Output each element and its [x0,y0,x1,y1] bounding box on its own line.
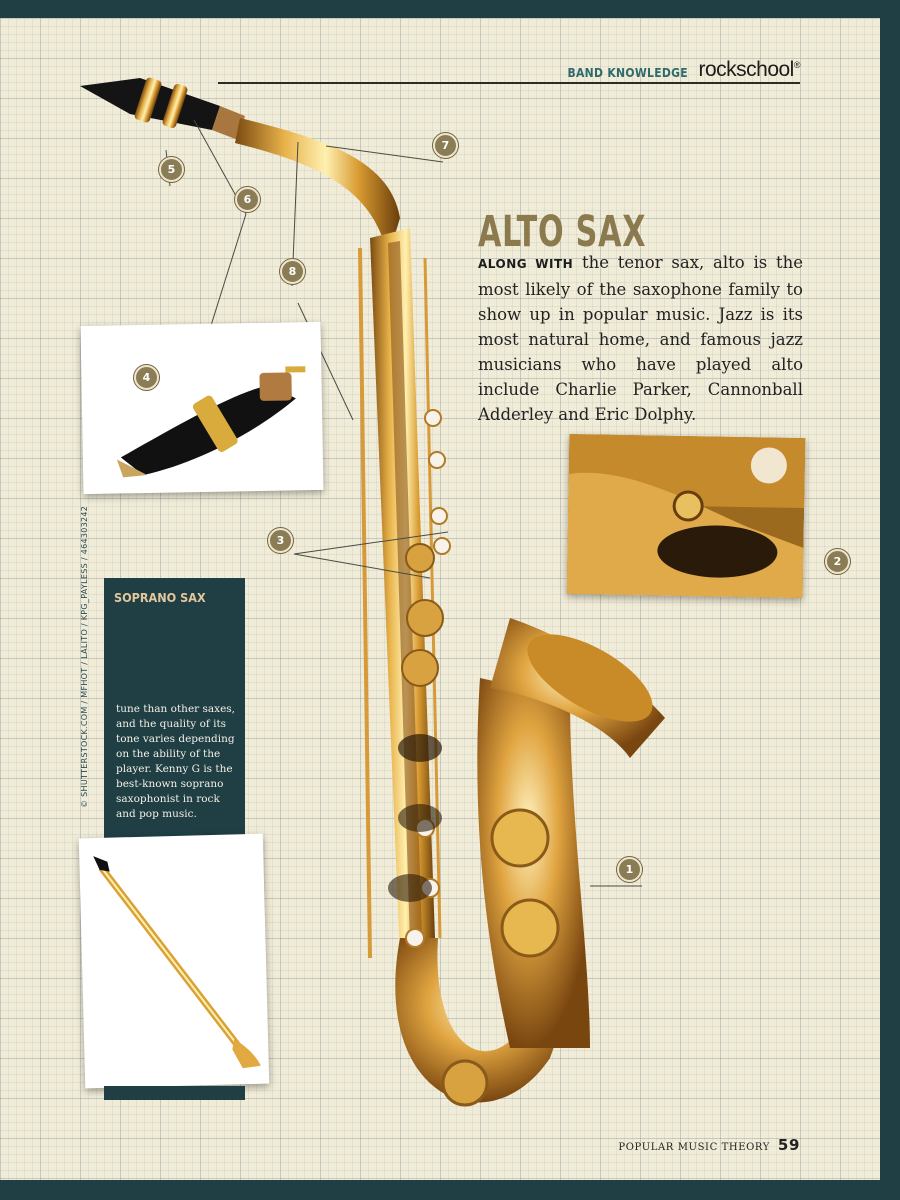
marker-5: 5 [159,157,184,182]
sidebar-footer-band [104,1086,245,1100]
key-detail-photo [567,434,806,598]
intro-body: the tenor sax, alto is the most likely of the saxophone family to show up in popular music. Jazz is its most natural home, and famous jazz musicians who have played alto include Charlie Parker, Cannonball Adderley and Eric Dolphy. [478,253,803,424]
marker-7: 7 [433,133,458,158]
marker-6: 6 [235,187,260,212]
marker-4: 4 [134,365,159,390]
marker-3: 3 [268,528,293,553]
intro-paragraph [478,250,803,427]
footer-label: POPULAR MUSIC THEORY [618,1142,770,1153]
section-label: BAND KNOWLEDGE [567,66,688,80]
soprano-sax-photo [79,834,269,1089]
intro-lead-in: ALONG WITH [478,257,574,271]
article-title: ALTO SAX [478,206,647,257]
page-footer [618,1136,800,1154]
mouthpiece-photo [81,322,324,494]
marker-8: 8 [280,259,305,284]
marker-1: 1 [617,857,642,882]
magazine-page [0,18,880,1180]
page-number: 59 [777,1136,800,1154]
photo-credit: © SHUTTERSTOCK.COM / MFHOT / LALITO / KPG_PAYLESS / 464303242 [80,505,89,808]
soprano-sax-sidebar [104,578,245,860]
marker-2: 2 [825,549,850,574]
brand-logo: rockschool® [698,58,800,81]
sidebar-heading: SOPRANO SAX [114,590,206,605]
sidebar-body: tune than other saxes, and the quality of its tone varies depending on the ability of the player. Kenny G is the best-known soprano saxophonist in rock and pop music. [116,703,236,820]
